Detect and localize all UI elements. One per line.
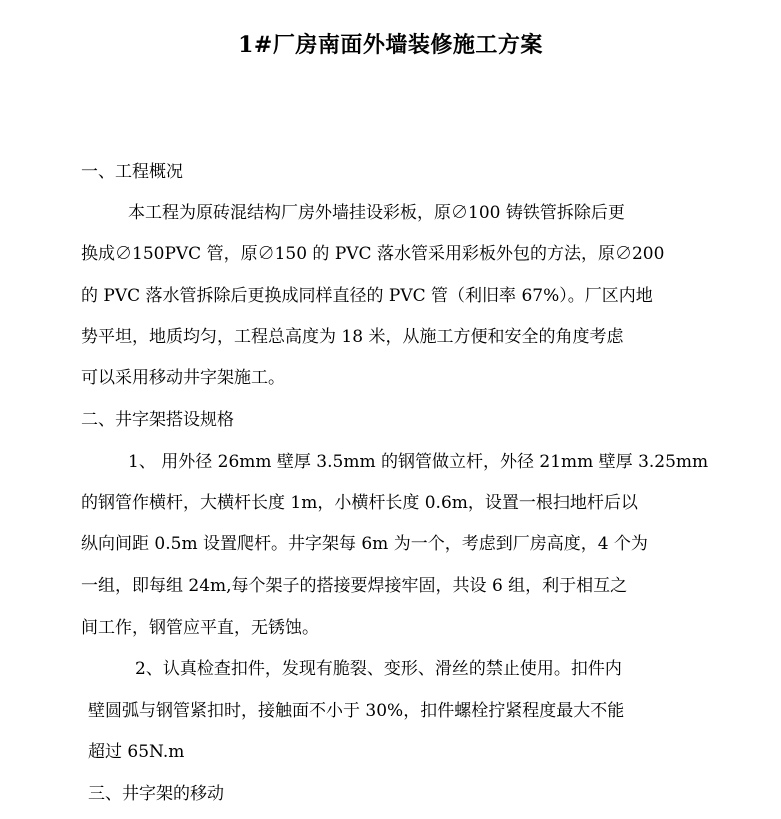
paragraph-line: 换成∅150PVC 管，原∅150 的 PVC 落水管采用彩板外包的方法，原∅200 [81,244,665,264]
paragraph-line: 的 PVC 落水管拆除后更换成同样直径的 PVC 管（利旧率 67%）。厂区内地 [81,286,653,306]
paragraph-line: 壁圆弧与钢管紧扣时，接触面不小于 30%，扣件螺栓拧紧程度最大不能 [88,701,625,721]
section-heading-scaffold-spec: 二、井字架搭设规格 [81,410,234,430]
paragraph-line: 超过 65N.m [88,742,185,762]
paragraph-line: 本工程为原砖混结构厂房外墙挂设彩板，原∅100 铸铁管拆除后更 [128,203,625,223]
section-heading-scaffold-moving: 三、井字架的移动 [88,784,224,804]
document-title: 1#厂房南面外墙装修施工方案 [238,32,543,58]
paragraph-line: 的钢管作横杆，大横杆长度 1m，小横杆长度 0.6m，设置一根扫地杆后以 [81,493,638,513]
paragraph-line: 可以采用移动井字架施工。 [81,368,285,388]
paragraph-line: 1、 用外径 26mm 壁厚 3.5mm 的钢管做立杆，外径 21mm 壁厚 3.25mm [128,452,709,472]
paragraph-line: 势平坦，地质均匀，工程总高度为 18 米，从施工方便和安全的角度考虑 [81,327,624,347]
paragraph-line: 2、认真检查扣件，发现有脆裂、变形、滑丝的禁止使用。扣件内 [135,659,622,679]
section-heading-overview: 一、工程概况 [81,162,183,182]
paragraph-line: 一组，即每组 24m,每个架子的搭接要焊接牢固，共设 6 组，利于相互之 [81,576,628,596]
paragraph-line: 间工作，钢管应平直，无锈蚀。 [81,618,319,638]
paragraph-line: 纵向间距 0.5m 设置爬杆。井字架每 6m 为一个，考虑到厂房高度，4 个为 [81,534,648,554]
